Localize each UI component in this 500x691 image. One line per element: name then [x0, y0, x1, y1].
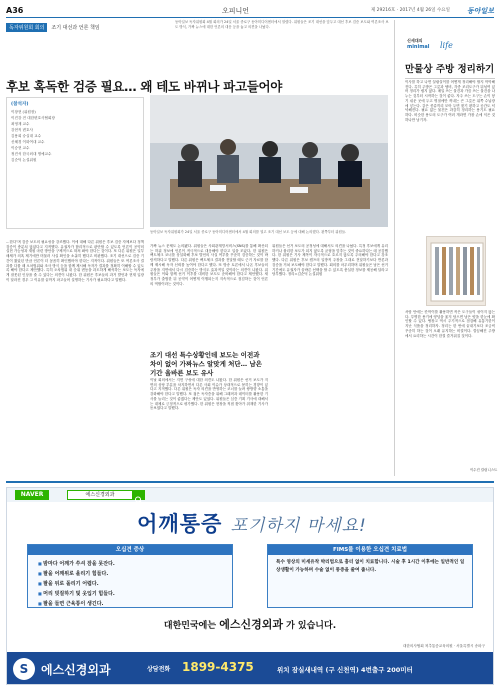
ad-tagline-prefix: 대한민국에는 [163, 621, 217, 631]
roster-line: 이진강 전 대한변호사협회장 [11, 116, 55, 120]
body-column-2a: 가짜 뉴스 문제도 논의됐다. 위원들은 사회관계망서비스(SNS)를 통해 확산되는 허위 정보에 언론이 적극적으로 대응해야 한다고 입을 모았다. 한 위원은 팩트체크 코너를 상설화해 후보 발언의 사실 여부를 꾸준히 검증하는 것이 바람직하다고 말했다. 다른 위원은 팩트체크 결과를 전달할 때도 근거 자료를 함께 제시해 독자 신뢰를 높여야 한다고 했다. 또 방송 토론에서 나온 후보들의 주장을 지면에서 다시 검증하는 방식도 효과적일 것이라는 의견이 나왔다. 위원들은 이와 함께 선거 이후를 대비한 보도도 준비해야 한다고 제안했다. 새 정부가 출범한 뒤 공약이 어떻게 이행되는지 지속적으로 점검하는 것이 언론의 역할이라는 것이다. [150, 244, 268, 286]
ad-headline-main: 어깨통증 [137, 512, 223, 536]
ad-footer [7, 652, 493, 685]
column-label: 신세대의 [407, 38, 423, 43]
roster-line: 이승현 교수 [11, 146, 30, 150]
page-divider [6, 481, 494, 483]
ad-tagline-name: 에스신경외과 [219, 618, 283, 631]
section-title: 오피니언 [222, 7, 250, 15]
ad-search-bar [7, 488, 493, 502]
phone-number: 1899-4375 [182, 660, 254, 674]
roster-line: 최영재 교수 [11, 122, 30, 126]
kitchen-photo [426, 236, 486, 306]
column-author: 이수진 칼럼니스트 [470, 468, 498, 472]
body-column-3: 위원들은 선거 보도의 공정성에 대해서도 의견을 나눴다. 특정 후보에게 유리하거나 불리한 보도가 되지 않도록 균형을 맞추는 것이 중요하다는 데 공감했다. 한 위원은 기사 제목이 자극적으로 흐르지 않도록 주의해야 한다고 강조했다. 다른 위원은 후보 캠프의 일방적 주장을 그대로 전달하기보다 반론과 검증을 거쳐 보도해야 한다고 말했다. 회의를 마무리하며 위원들은 남은 선거 기간에도 유권자가 올바른 선택을 할 수 있도록 충실한 정보를 제공해 달라고 당부했다. 정리=김순덕 논설위원 [272, 244, 388, 277]
article-headline: 후보 혹독한 검증 필요… 왜 테도 바뀌나 파고들어야 [6, 79, 283, 94]
newspaper-name: 동아일보 [466, 7, 494, 15]
ad-treatment-text: 특수 영상의 미세유착 박리법으로 흉터 없이 치료합니다. 시술 후 1시간 이후에는 일반적인 일상생활이 가능하며 수술 없이 통증을 줄여 줍니다. [276, 560, 465, 573]
roster-line: 정진석 한국외대 명예교수 [11, 152, 52, 156]
roster-line: 신혜경 이화여대 교수 [11, 140, 45, 144]
search-icon [133, 490, 145, 500]
ad-tagline-suffix: 가 있습니다. [286, 621, 337, 631]
column-title: 만물상 주방 정리하기 [405, 61, 495, 79]
phone-label: 상담전화 [147, 666, 171, 673]
photo-caption: 동아일보 독자위원회가 24일 서울 종로구 동아미디어센터에서 4월 회의를 열고 조기 대선 보도 등에 대해 논의했다. 왼쪽부터 위원들. [150, 230, 347, 234]
body-column-1: …한다’며 검증 보도의 필요성을 강조했다. 이에 대해 다른 위원은 후보 검증 자체보다 정책 검증이 충분치 않았다고 지적했다. 유권자가 합리적으로 판단할 수 있도록 언론이 공약의 실현 가능성과 재원 마련 방안을 구체적으로 따져 봐야 한다는 것이다. 또 다른 위원은 일부 매체가 의혹 제기에만 머물러 사실 확인을 소홀히 했다고 비판했다. 조기 대선으로 검증 기간이 짧았던 만큼 언론이 더 꼼꼼히 확인했어야 한다는 지적이다. 위원들은 또 여론조사 결과를 다룰 때 오차범위와 조사 방식 등을 함께 제시해 독자가 결과를 정확히 이해할 수 있도록 해야 한다고 제안했다. 특히 오차범위 내 순위 변동을 과도하게 해석하는 보도는 독자에게 잘못된 인상을 줄 수 있다는 의견이 나왔다. 한 위원은 후보들의 과거 발언과 현재 입장이 달라진 경우 그 이유를 끝까지 파고들어 설명하는 기사가 필요하다고 말했다. [6, 240, 144, 282]
ad-headline [37, 508, 467, 538]
ad-headline-sub: 포기하지 마세요! [230, 516, 367, 536]
body-column-2b: 이날 회의에서는 지면 구성에 대한 의견도 나왔다. 한 위원은 선거 보도가 지면의 상당 부분을 차지하면서 다른 사회 이슈가 상대적으로 묻히는 경향이 있다고 지적했다. 다른 위원은 독자 의견을 반영하는 코너를 늘려 쌍방향 소통을 강화해야 한다고 말했다. 또 젊은 독자층을 위해 그래픽과 데이터를 활용한 기사를 늘리는 것이 좋겠다는 제안도 있었다. 위원들은 심층 기획 기사에 대해서는 대체로 긍정적으로 평가했다. 한 위원은 현장을 직접 찾아가 취재한 기사가 돋보였다고 말했다. [150, 378, 268, 411]
ad-symptom-box [27, 544, 233, 608]
ad-tagline [7, 616, 493, 632]
clinic-advertisement [6, 487, 494, 685]
meeting-photo [150, 95, 388, 227]
roster-line: 이창현 (위원장) [11, 110, 36, 114]
masthead [6, 6, 494, 18]
column-text-top: 이사를 하고 나면 살림살이를 어떻게 정리해야 할지 막막해진다. 특히 주방은 그릇과 냄비, 각종 조리도구가 뒤섞여 있어 정리가 쉽지 않다. 매일 쓰는 물건과 가끔 쓰는 물건을 나누는 것부터 시작하는 것이 좋다. 자주 쓰는 도구는 손이 닿기 쉬운 곳에 두고 명절에만 꺼내는 큰 그릇은 위쪽 수납장에 넣는다. 같은 종류끼리 모아 두면 찾기 편하고 공간도 넉넉해진다. 필요 없는 물건은 과감히 정리하는 용기도 필요하다. 비슷한 용도의 도구가 여러 개라면 가장 손에 익은 것 하나만 남기자. [405, 80, 495, 122]
subhead-box [150, 351, 268, 378]
meeting-photo-illustration [150, 95, 388, 227]
list-item: ■ 머리 빗질하기 및 옷입기 힘들다. [38, 589, 224, 599]
ad-symptom-list [38, 559, 224, 609]
roster-line: 김순덕 논설위원 [11, 158, 37, 162]
ad-address: 대한의사협회 척추통증교육의원 · 서울특별시 송파구 [402, 644, 485, 648]
column-brand: life [440, 41, 453, 50]
roster-line: 강현직 변호사 [11, 128, 33, 132]
attendee-roster [6, 97, 144, 229]
naver-logo: NAVER [15, 490, 49, 500]
clinic-location: 위치 잠실새내역 (구 신천역) 4번출구 200미터 [277, 666, 413, 674]
editor-note: 동아일보 독자위원회 4월 회의가 24일 서울 종로구 동아미디어센터에서 열렸다. 위원들은 조기 대선을 앞두고 대선 후보 검증 보도와 여론조사 보도 방식, 가짜 뉴스에 대한 언론의 대응 등을 놓고 의견을 나눴다. [175, 20, 389, 29]
ad-treatment-box [267, 544, 473, 608]
clinic-logo-icon: S [13, 658, 35, 680]
kitchen-drawer-illustration [427, 237, 486, 306]
column-sublabel: minimal [407, 44, 430, 50]
series-badge: 독자위원회 회의 [6, 23, 47, 32]
article-subhead: 조기 대선 특수상황인데 보도는 이전과 차이 없어 가짜뉴스 알맞게 처단… 남은 기간 올바른 보도 유사 [150, 351, 262, 377]
page-number: A36 [6, 6, 24, 15]
list-item: ■ 팔을 들면 근육통이 생긴다. [38, 599, 224, 609]
column-divider [394, 20, 395, 476]
clinic-name: 에스신경외과 [41, 663, 111, 677]
list-item: ■ 팔을 어깨위로 올리기 힘들다. [38, 569, 224, 579]
ad-symptom-title: 오십견 증상 [28, 545, 232, 555]
ad-search-query: 에스신경외과 [67, 490, 133, 500]
list-item: ■ 밤마다 어깨가 쑤셔 잠을 못잔다. [38, 559, 224, 569]
ad-treatment-title: FIMS를 이용한 오십견 치료법 [268, 545, 472, 555]
issue-date: 제 29216호 · 2017년 4월 26일 수요일 [370, 8, 450, 13]
series-subtitle: 조기 대선과 언론 책임 [51, 24, 100, 31]
roster-line: 김용희 숭실대 교수 [11, 134, 42, 138]
list-item: ■ 팔을 뒤로 돌리기 어렵다. [38, 579, 224, 589]
roster-title: (참석자) [11, 102, 29, 107]
series-tag [6, 23, 100, 31]
column-text-bottom: 서랍 안에는 칸막이를 활용하면 작은 도구들이 섞이지 않는다. 투명한 용기에 양념을 옮겨 담으면 남은 양을 한눈에 확인할 수 있다. 냉장고 역시 주기적으로 점검해 유통기한이 지난 식품을 정리하자. 정리는 한 번에 끝내기보다 조금씩 꾸준히 하는 것이 오래 유지하는 비결이다. 깔끔해진 주방에서 요리하는 시간이 한결 즐거워질 것이다. [405, 310, 495, 338]
